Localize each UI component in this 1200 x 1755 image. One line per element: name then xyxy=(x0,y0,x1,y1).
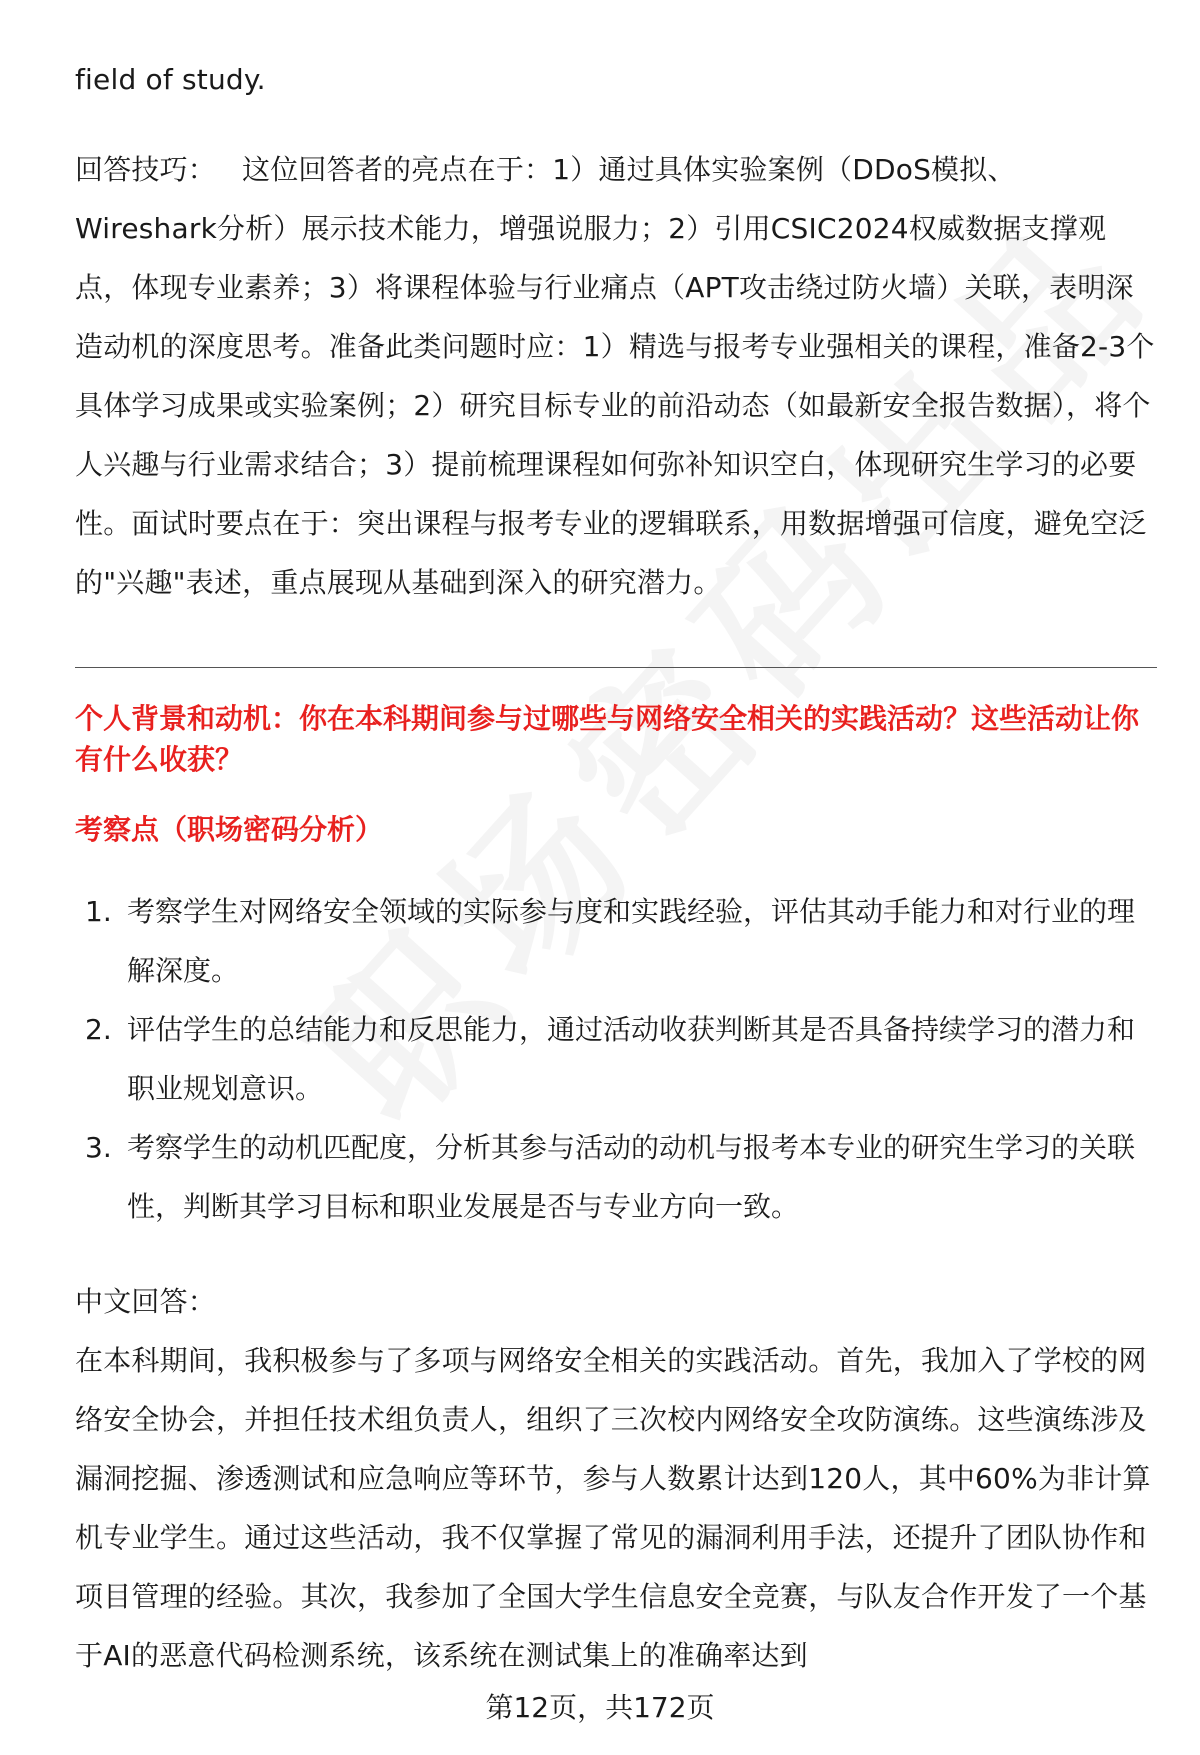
analysis-heading: 考察点（职场密码分析） xyxy=(75,813,384,846)
analysis-points-list xyxy=(75,882,1157,1236)
answer-tips-paragraph xyxy=(75,140,1157,612)
page-footer: 第12页，共172页 xyxy=(485,1691,715,1724)
list-item xyxy=(75,1118,1157,1236)
list-item-text: 考察学生对网络安全领域的实际参与度和实践经验，评估其动手能力和对行业的理解深度。 xyxy=(127,895,1136,987)
answer-tips-text: 这位回答者的亮点在于：1）通过具体实验案例（DDoS模拟、Wireshark分析）展示技术能力，增强说服力；2）引用CSIC2024权威数据支撑观点，体现专业素养；3）将课程体验与行业痛点（APT攻击绕过防火墙）关联，表明深造动机的深度思考。准备此类问题时应：1）精选与报考专业强相关的课程，准备2-3个具体学习成果或实验案例；2）研究目标专业的前沿动态（如最新安全报告数据），将个人兴趣与行业需求结合；3）提前梳理课程如何弥补知识空白，体现研究生学习的必要性。面试时要点在于：突出课程与报考专业的逻辑联系，用数据增强可信度，避免空泛的"兴趣"表述，重点展现从基础到深入的研究潜力。 xyxy=(75,153,1155,599)
answer-tips-label: 回答技巧： xyxy=(75,153,217,186)
top-fragment: field of study. xyxy=(75,63,266,96)
question-heading: 个人背景和动机：你在本科期间参与过哪些与网络安全相关的实践活动？这些活动让你有什么收获？ xyxy=(75,702,1140,776)
list-item xyxy=(75,1000,1157,1118)
answer-label: 中文回答： xyxy=(75,1285,217,1318)
list-item xyxy=(75,882,1157,1000)
list-item-number: 2. xyxy=(85,1013,112,1046)
answer-text: 在本科期间，我积极参与了多项与网络安全相关的实践活动。首先，我加入了学校的网络安全协会，并担任技术组负责人，组织了三次校内网络安全攻防演练。这些演练涉及漏洞挖掘、渗透测试和应急响应等环节，参与人数累计达到120人，其中60%为非计算机专业学生。通过这些活动，我不仅掌握了常见的漏洞利用手法，还提升了团队协作和项目管理的经验。其次，我参加了全国大学生信息安全竞赛，与队友合作开发了一个基于AI的恶意代码检测系统，该系统在测试集上的准确率达到 xyxy=(75,1344,1151,1672)
list-item-text: 评估学生的总结能力和反思能力，通过活动收获判断其是否具备持续学习的潜力和职业规划意识。 xyxy=(127,1013,1136,1105)
section-divider xyxy=(75,667,1157,668)
list-item-text: 考察学生的动机匹配度，分析其参与活动的动机与报考本专业的研究生学习的关联性，判断其学习目标和职业发展是否与专业方向一致。 xyxy=(127,1131,1136,1223)
list-item-number: 1. xyxy=(85,895,112,928)
list-item-number: 3. xyxy=(85,1131,112,1164)
